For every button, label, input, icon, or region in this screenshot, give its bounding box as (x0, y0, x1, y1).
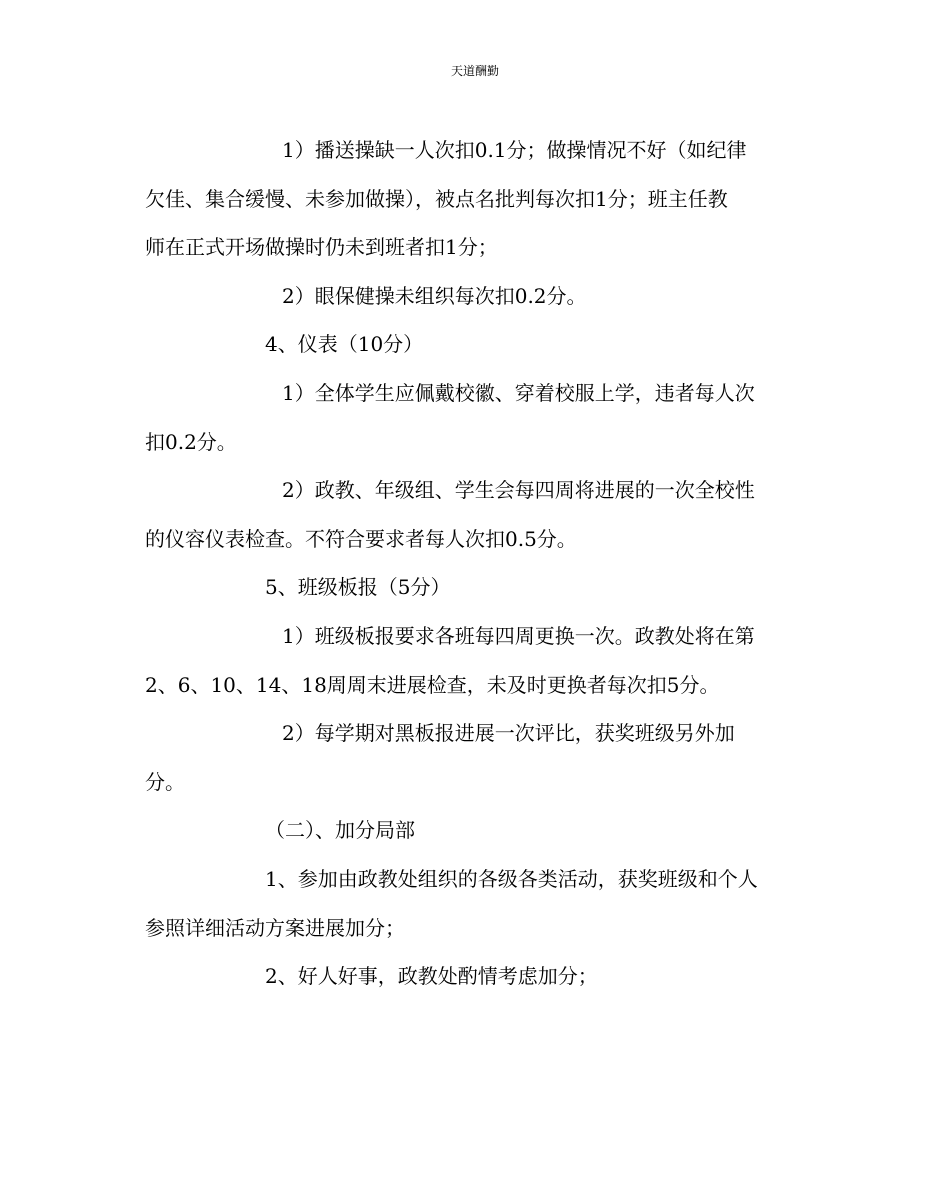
page-header: 天道酬勤 (450, 64, 499, 78)
paragraph-line: 欠佳、集合缓慢、未参加做操），被点名批判每次扣1分；班主任教 (145, 186, 728, 211)
paragraph-line: 2）政教、年级组、学生会每四周将进展的一次全校性 (282, 478, 755, 503)
paragraph-line: 扣0.2分。 (145, 429, 237, 454)
section-heading: 4、仪表（10分） (265, 332, 424, 357)
paragraph-line: 参照详细活动方案进展加分； (145, 915, 405, 940)
paragraph-line: 2）眼保健操未组织每次扣0.2分。 (282, 283, 587, 308)
paragraph-line: 2、好人好事，政教处酌情考虑加分； (265, 964, 598, 989)
paragraph-line: 1、参加由政教处组织的各级各类活动，获奖班级和个人 (265, 866, 758, 891)
paragraph-line: 1）播送操缺一人次扣0.1分；做操情况不好（如纪律 (282, 138, 747, 162)
paragraph-line: 2、6、10、14、18周周末进展检查，未及时更换者每次扣5分。 (145, 672, 720, 697)
document-body (145, 126, 815, 1001)
paragraph-line: 2）每学期对黑板报进展一次评比，获奖班级另外加 (282, 721, 735, 746)
paragraph-line: 的仪容仪表检查。不符合要求者每人次扣0.5分。 (145, 526, 577, 551)
paragraph-line: 1）班级板报要求各班每四周更换一次。政教处将在第 (282, 623, 755, 648)
section-heading: 5、班级板报（5分） (265, 575, 451, 600)
paragraph-line: 分。 (145, 769, 185, 794)
paragraph-line: 师在正式开场做操时仍未到班者扣1分； (145, 235, 498, 260)
paragraph-line: 1）全体学生应佩戴校徽、穿着校服上学，违者每人次 (282, 380, 755, 405)
section-heading: （二）、加分局部 (265, 818, 415, 843)
